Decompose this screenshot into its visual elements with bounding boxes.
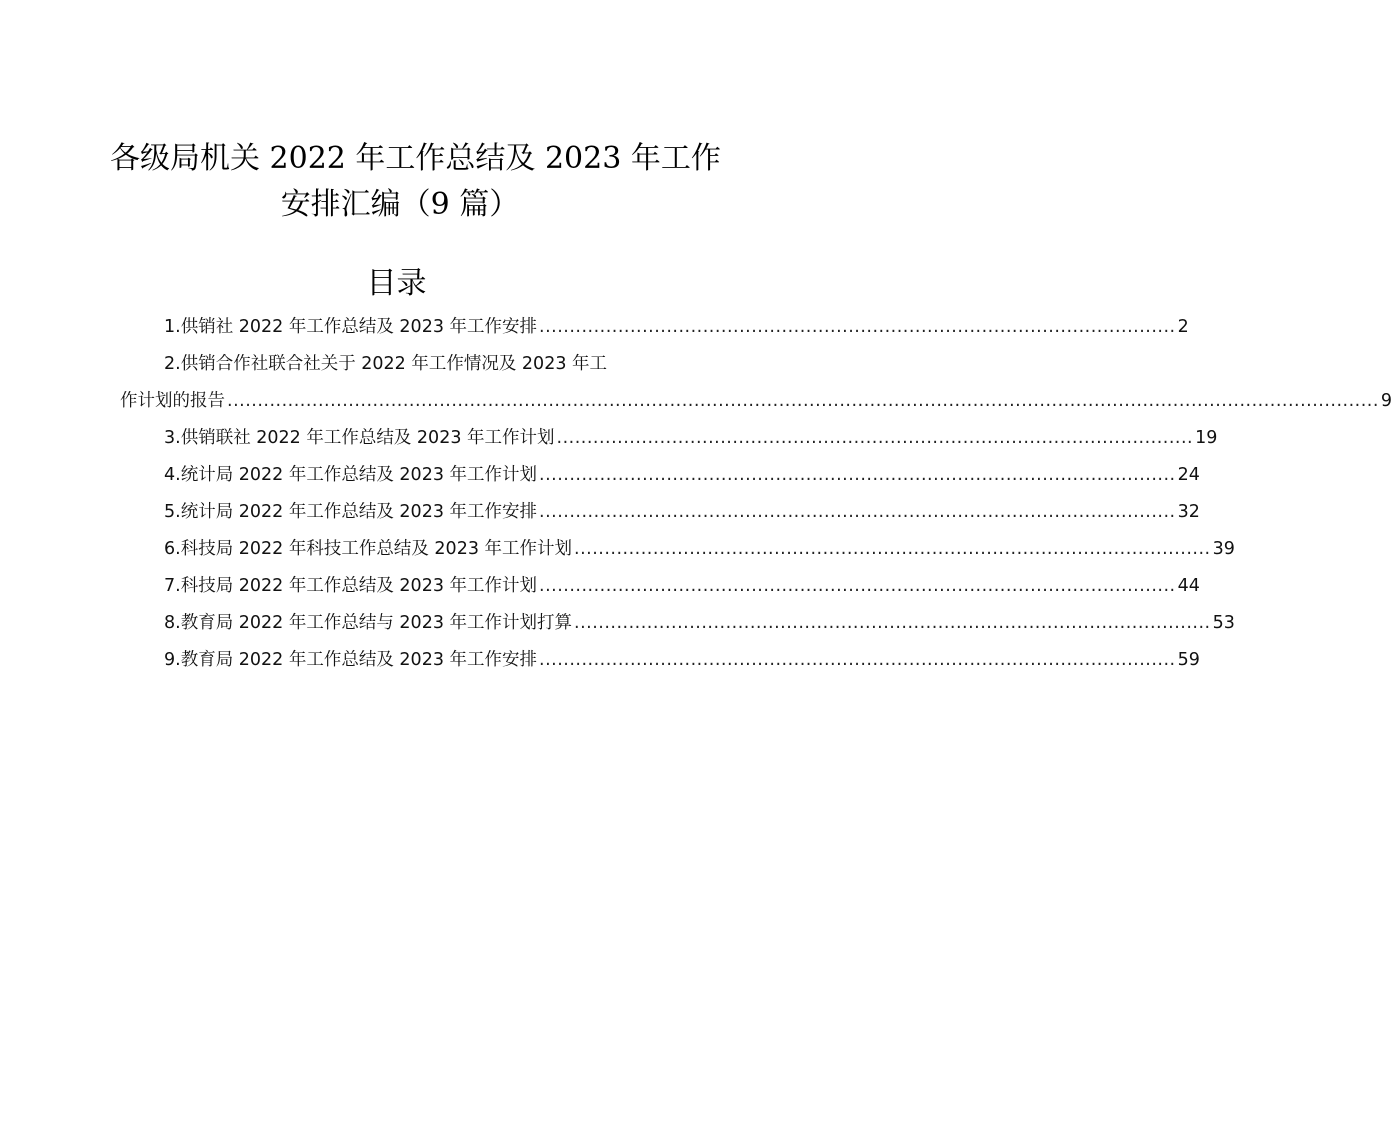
toc-entry-title: 6.科技局 2022 年科技工作总结及 2023 年工作计划: [164, 539, 573, 559]
toc-entry-title-line-1: 2.供销合作社联合社关于 2022 年工作情况及 2023 年工: [164, 354, 608, 374]
toc-entry-title: 8.教育局 2022 年工作总结与 2023 年工作计划打算: [164, 613, 573, 633]
toc-page-number: 19: [1195, 428, 1218, 448]
toc-entry-2[interactable]: [120, 346, 1392, 420]
toc-entry-title: 4.统计局 2022 年工作总结及 2023 年工作计划: [164, 465, 538, 485]
toc-entry-6[interactable]: [120, 531, 1235, 568]
toc-dot-leader: .........................................................................................................: [539, 317, 1176, 337]
toc-dot-leader: .........................................................................................................: [574, 613, 1211, 633]
toc-dot-leader: .........................................................................................................: [539, 465, 1176, 485]
toc-entry-title: 1.供销社 2022 年工作总结及 2023 年工作安排: [164, 317, 538, 337]
toc-dot-leader: .........................................................................................................: [574, 539, 1211, 559]
toc-entry-1[interactable]: [120, 309, 1189, 346]
toc-entry-4[interactable]: [120, 457, 1200, 494]
toc-page-number: 32: [1177, 502, 1200, 522]
toc-page-number: 2: [1177, 317, 1189, 337]
toc-entry-9[interactable]: [120, 642, 1200, 679]
toc-dot-leader: .........................................................................................................: [539, 502, 1176, 522]
toc-dot-leader: .........................................................................................................: [539, 576, 1176, 596]
document-title-line-2: 安排汇编（9 篇）: [280, 187, 520, 222]
document-title-line-1: 各级局机关 2022 年工作总结及 2023 年工作: [110, 141, 721, 176]
toc-page-number: 53: [1212, 613, 1235, 633]
toc-entry-5[interactable]: [120, 494, 1200, 531]
toc-entry-title: 9.教育局 2022 年工作总结及 2023 年工作安排: [164, 650, 538, 670]
toc-entry-title: 5.统计局 2022 年工作总结及 2023 年工作安排: [164, 502, 538, 522]
toc-entry-title-line-2: 作计划的报告: [120, 391, 225, 411]
toc-page-number: 39: [1212, 539, 1235, 559]
toc-dot-leader: .........................................................................................................: [556, 428, 1194, 448]
toc-heading: 目录: [366, 266, 427, 301]
toc-entry-title: 3.供销联社 2022 年工作总结及 2023 年工作计划: [164, 428, 555, 448]
table-of-contents: [120, 309, 1392, 679]
toc-page-number: 9: [1380, 391, 1392, 411]
document-title: [110, 136, 721, 228]
toc-entry-7[interactable]: [120, 568, 1200, 605]
toc-entry-title: 7.科技局 2022 年工作总结及 2023 年工作计划: [164, 576, 538, 596]
toc-dot-leader: .........................................................................................................: [539, 650, 1176, 670]
toc-page-number: 44: [1177, 576, 1200, 596]
toc-dot-leader: ..............................................................................................................................................................................................: [227, 391, 1379, 411]
toc-entry-8[interactable]: [120, 605, 1235, 642]
toc-entry-3[interactable]: [120, 420, 1218, 457]
toc-page-number: 24: [1177, 465, 1200, 485]
toc-page-number: 59: [1177, 650, 1200, 670]
